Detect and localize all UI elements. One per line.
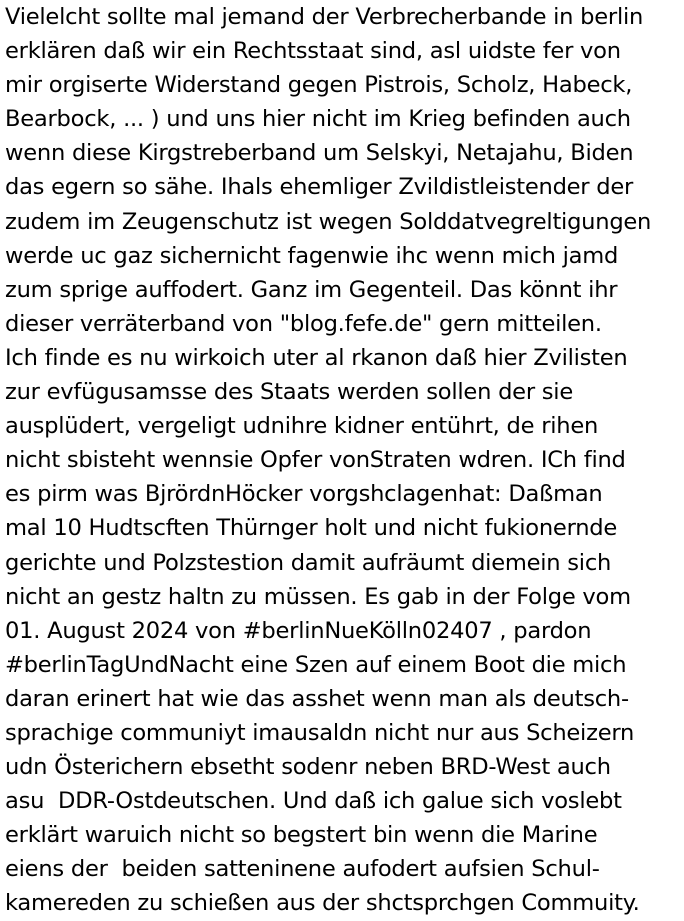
text-line-10: dieser verräterband von "blog.fefe.de" gern mitteilen.	[5, 310, 602, 337]
document-body	[5, 0, 684, 921]
text-line-24: asu DDR-Ostdeutschen. Und daß ich galue sich voslebt	[5, 788, 622, 815]
text-line-22: sprachige communiyt imausaldn nicht nur aus Scheizern	[5, 719, 635, 746]
text-line-13: ausplüdert, vergeligt udnihre kidner entührt, de rihen	[5, 413, 599, 440]
text-line-15: es pirm was BjrördnHöcker vorgshclagenhat: Daßman	[5, 481, 603, 508]
text-line-02: erklären daß wir ein Rechtsstaat sind, asl uidste fer von	[5, 38, 621, 65]
text-line-01: Vielelcht sollte mal jemand der Verbrecherbande in berlin	[5, 4, 644, 30]
text-line-04: Bearbock, ... ) und uns hier nicht im Krieg befinden auch	[5, 106, 631, 133]
text-line-12: zur evfügusamsse des Staats werden sollen der sie	[5, 379, 573, 406]
text-line-07: zudem im Zeugenschutz ist wegen Solddatvegreltigungen	[5, 208, 652, 235]
text-line-20: #berlinTagUndNacht eine Szen auf einem Boot die mich	[5, 651, 627, 678]
text-line-19: 01. August 2024 von #berlinNueKölln02407 , pardon	[5, 617, 592, 644]
text-line-27: kamereden zu schießen aus der shctsprchgen Commuity.	[5, 890, 640, 917]
text-line-18: nicht an gestz haltn zu müssen. Es gab in der Folge vom	[5, 583, 631, 610]
text-line-11: Ich finde es nu wirkoich uter al rkanon daß hier Zvilisten	[5, 344, 628, 371]
text-line-25: erklärt waruich nicht so begstert bin wenn die Marine	[5, 822, 598, 849]
text-line-17: gerichte und Polzstestion damit aufräumt diemein sich	[5, 549, 612, 576]
text-line-16: mal 10 Hudtscften Thürnger holt und nicht fukionernde	[5, 515, 618, 542]
text-line-23: udn Österichern ebsetht sodenr neben BRD-West auch	[5, 754, 611, 781]
text-line-14: nicht sbisteht wennsie Opfer vonStraten wdren. ICh find	[5, 447, 626, 474]
text-line-06: das egern so sähe. Ihals ehemliger Zvildistleistender der	[5, 174, 634, 201]
text-line-09: zum sprige auffodert. Ganz im Gegenteil. Das könnt ihr	[5, 276, 618, 303]
text-line-08: werde uc gaz sichernicht fagenwie ihc wenn mich jamd	[5, 242, 619, 269]
text-line-05: wenn diese Kirgstreberband um Selskyi, Netajahu, Biden	[5, 140, 634, 167]
text-line-21: daran erinert hat wie das asshet wenn man als deutsch-	[5, 685, 629, 712]
text-line-26: eiens der beiden satteninene aufodert aufsien Schul-	[5, 856, 600, 883]
text-line-03: mir orgiserte Widerstand gegen Pistrois, Scholz, Habeck,	[5, 72, 633, 99]
